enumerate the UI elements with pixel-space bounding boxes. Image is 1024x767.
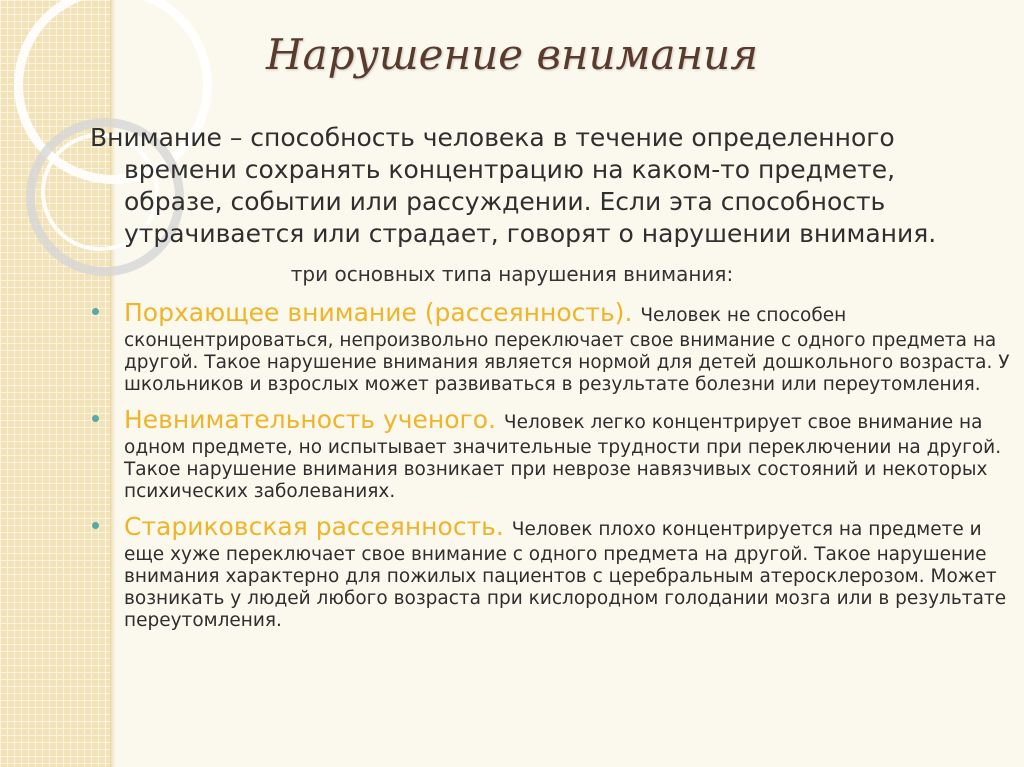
intro-paragraph [90,122,1020,250]
item-title: Порхающее внимание (рассеянность). [124,298,641,327]
list-item [90,296,1020,396]
subheading: три основных типа нарушения внимания: [290,262,734,286]
bullet-dot-icon [92,415,99,422]
intro-line: Внимание – способность человека в течение определенного [90,123,895,152]
intro-line: времени сохранять концентрацию на каком-то предмете, [124,155,896,184]
bullet-dot-icon [92,308,99,315]
item-text: Человек плохо концентрируется на предмете и еще хуже переключает свое внимание с одного предмета на другой. Такое нарушение внимания характерно для пожилых пациентов с церебральным атеросклерозом. Может возникать у людей любого возраста при кислородном голодании мозга или в результате переутомления. [124,519,1007,631]
item-title: Невнимательность ученого. [124,405,504,434]
intro-line: образе, событии или рассуждении. Если эта способность [124,187,886,216]
slide-title: Нарушение внимания [265,30,759,79]
item-title: Стариковская рассеянность. [124,512,512,541]
item-text: Человек не способен сконцентрироваться, непроизвольно переключает свое внимание с одного предмета на другой. Такое нарушение внимания является нормой для детей дошкольного возраста. У школьников и взрослых может развиваться в результате болезни или переутомления. [124,305,1010,395]
item-text: Человек легко концентрирует свое внимание на одном предмете, но испытывает значительные трудности при переключении на другой. Такое нарушение внимания возникает при неврозе навязчивых состояний и некоторых психических заболеваниях. [124,412,1002,502]
attention-types-list [90,296,1020,639]
intro-line: утрачивается или страдает, говорят о нарушении внимания. [124,219,937,248]
list-item [90,510,1020,632]
bullet-dot-icon [92,522,99,529]
list-item [90,403,1020,503]
